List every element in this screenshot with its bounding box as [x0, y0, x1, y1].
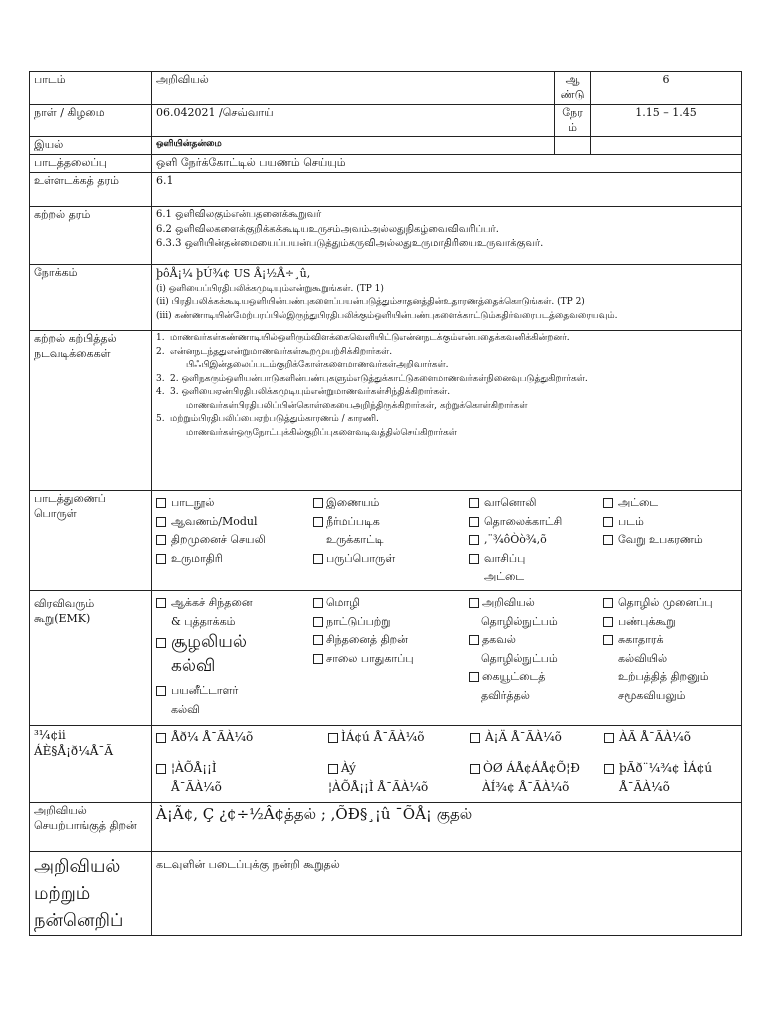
map-label: ÀÃ Å¯ÃÀ¼õ [619, 730, 691, 745]
emk-label-text: ஆக்கச் சிந்தனை [171, 596, 253, 610]
emk-option[interactable] [156, 594, 311, 612]
activity-item [156, 373, 737, 387]
map-label-continued: ÀÍ¾¢ Å¯ÃÀ¼õ [482, 779, 570, 794]
emk-label-text: தொழில் முனைப்பு [618, 596, 713, 610]
field-row [30, 137, 742, 155]
emk-label-continued: கல்வி [171, 656, 216, 677]
checkbox-icon[interactable] [313, 635, 323, 645]
emk-row [30, 591, 742, 726]
emk-label-text: சூழலியல் [171, 632, 247, 653]
material-option[interactable] [469, 531, 601, 549]
learning-standard-item: 6.2 ஒளிவிலகளைக்குறிக்கக்கூடியஉருசம்அவம்அல்லதுநிகழ்வைவிவரிப்பர். [156, 223, 499, 235]
checkbox-icon[interactable] [604, 764, 614, 774]
materials-col-4 [603, 494, 737, 587]
field-label: இயல் [30, 137, 152, 155]
material-option[interactable] [313, 494, 467, 512]
material-label: திறமுனைச் செயலி [171, 533, 266, 547]
checkbox-icon[interactable] [313, 517, 323, 527]
material-option[interactable] [156, 550, 311, 568]
checkbox-icon[interactable] [156, 764, 166, 774]
time-label: நேரம் [555, 104, 591, 137]
checkbox-icon[interactable] [156, 733, 166, 743]
map-option[interactable] [470, 760, 602, 777]
material-label: உருமாதிரி [171, 551, 223, 565]
emk-label-text: பண்புக்கூறு [618, 614, 676, 628]
materials-label: பாடத்துணைப் பொருள் [30, 491, 152, 591]
emk-option[interactable] [313, 594, 467, 612]
activity-item [156, 332, 737, 346]
checkbox-icon[interactable] [469, 498, 479, 508]
subject-label: பாடம் [30, 72, 152, 105]
emk-col-2 [313, 594, 469, 719]
checkbox-icon[interactable] [603, 535, 613, 545]
emk-label-text: சாலை பாதுகாப்பு [326, 651, 414, 665]
topic-row [30, 155, 742, 173]
checkbox-icon[interactable] [156, 517, 166, 527]
objective-item: (i) ஒளியைப்பிரதிபலிக்கமுடியும்என்றுகூறுங்கள். (TP 1) [156, 283, 384, 294]
map-label-continued: Å¯ÃÀ¼õ [619, 779, 670, 794]
emk-label-text: தகவல் [482, 633, 516, 647]
emk-option[interactable] [469, 594, 601, 612]
activity-item: மாணவர்கள்ஒருநோட்புக்கில்குறிப்புகளைவடிவத்தில்செய்கிறார்கள் [186, 427, 457, 438]
thinking-map-col-2 [328, 729, 470, 797]
checkbox-icon[interactable] [313, 617, 323, 627]
material-label: பருப்பொருள் [326, 551, 396, 565]
emk-label-continued: உற்பத்தித் திறனும் [618, 670, 709, 684]
activities-row [30, 331, 742, 491]
map-option[interactable] [604, 760, 735, 777]
objective-item: (iii) கண்ணாடியின்மேற்பரப்பில்இருந்துபிரதிபலிக்கும்ஒளியின்பண்புகளைக்காட்டும்கதிர்வரைபடத்தைவரையவும். [156, 310, 618, 321]
material-label: வாசிப்பு [484, 551, 526, 565]
checkbox-icon[interactable] [156, 498, 166, 508]
emk-label-text: மொழி [326, 596, 360, 610]
science-skill-label: அறிவியல் செயற்பாங்குத் திறன் [30, 803, 152, 852]
map-label-continued: Å¯ÃÀ¼õ [171, 779, 222, 794]
materials-col-1 [156, 494, 313, 587]
emk-label-text: சுகாதாரக் [618, 633, 664, 647]
activity-item [156, 386, 737, 400]
map-option[interactable] [328, 760, 468, 777]
checkbox-icon[interactable] [328, 733, 338, 743]
material-label: இணையம் [326, 496, 380, 510]
checkbox-icon[interactable] [156, 598, 166, 608]
activities-list [152, 331, 742, 491]
map-label: Àý [341, 761, 356, 776]
objective-content [152, 265, 742, 331]
materials-col-3 [469, 494, 603, 587]
thinking-map-label-line: ÁÈ§Å¡ð¼Å¯Ã [34, 744, 114, 759]
checkbox-icon[interactable] [603, 498, 613, 508]
emk-col-1 [156, 594, 313, 719]
checkbox-icon[interactable] [156, 686, 166, 696]
checkbox-icon[interactable] [603, 617, 613, 627]
material-label: ,¨¾ôÒò¾,õ [484, 533, 547, 547]
activity-text: என்னநடந்ததுஎன்றுமாணவர்கள்கூறமுயற்சிக்கிறார்கள். [170, 346, 393, 357]
checkbox-icon[interactable] [603, 517, 613, 527]
time-value: 1.15 – 1.45 [591, 104, 742, 137]
material-label-continued: அட்டை [484, 570, 525, 584]
activity-text: மாணவர்கள்கண்ணாடியில்ஒளிரும்விளக்கைவெளியிட்டுஎன்னநடக்கும்என்பதைக்கவனிக்கின்றனர். [170, 333, 570, 344]
activities-label: கற்றல் கற்பித்தல் நடவடிக்கைகள் [30, 331, 152, 491]
subject-row [30, 72, 742, 105]
checkbox-icon[interactable] [313, 654, 323, 664]
date-value: 06.042021 /செவ்வாய் [152, 104, 555, 137]
activity-number: 4. [156, 387, 165, 398]
material-option[interactable] [603, 531, 735, 549]
emk-grid [152, 591, 742, 726]
values-label-line: மற்றும் [34, 883, 91, 905]
science-skill-row [30, 803, 742, 852]
emk-option[interactable] [156, 682, 311, 700]
thinking-map-col-1 [156, 729, 328, 797]
subject-value: அறிவியல் [152, 72, 555, 105]
checkbox-icon[interactable] [604, 733, 614, 743]
checkbox-icon[interactable] [469, 554, 479, 564]
map-option[interactable] [604, 729, 735, 746]
emk-label-continued: & புத்தாக்கம் [171, 614, 236, 628]
year-label: ஆண்டு [555, 72, 591, 105]
emk-label-text: அறிவியல் [482, 596, 535, 610]
checkbox-icon[interactable] [469, 598, 479, 608]
emk-label-text: சிந்தனைத் திறன் [326, 633, 408, 647]
thinking-map-label [30, 726, 152, 803]
emk-label-text: பயனீட்டாளர் [171, 684, 239, 698]
lesson-plan-table [29, 71, 742, 936]
emk-label-text: கையூட்டைத் [482, 670, 546, 684]
checkbox-icon[interactable] [156, 554, 166, 564]
emk-option[interactable] [469, 631, 601, 649]
topic-label: பாடத்தலைப்பு [30, 155, 152, 173]
activity-text: 2. ஒளிநகரும்ஒளியன்பாடுகளின்பண்புகளும்எடுத்துக்காட்டுகளைமாணவர்கள்நினைவுபடுத்துகிறார்கள். [170, 373, 588, 384]
thinking-map-grid [152, 726, 742, 803]
checkbox-icon[interactable] [470, 733, 480, 743]
activity-item: மாணவர்கள்பிரதிபலிப்பின்கொள்கையைஅறிந்திருக்கிறார்கள், கற்றுக்கொள்கிறார்கள் [186, 400, 528, 411]
content-value: 6.1 [152, 173, 742, 207]
thinking-map-col-3 [470, 729, 604, 797]
thinking-map-col-4 [604, 729, 737, 797]
map-option[interactable] [470, 729, 602, 746]
learning-standard-item: 6.3.3 ஒளியின்தன்மையைப்பயன்படுத்தும்கருவிஅல்லதுஉருமாதிரியைஉருவாக்குவர். [156, 238, 544, 250]
emk-col-3 [469, 594, 603, 719]
year-value: 6 [591, 72, 742, 105]
emk-label: விரவிவரும் கூறு(EMK) [30, 591, 152, 726]
activity-number: 1. [156, 333, 165, 344]
materials-col-2 [313, 494, 469, 587]
activity-number: 3. [156, 373, 165, 384]
checkbox-icon[interactable] [603, 598, 613, 608]
values-row [30, 852, 742, 936]
checkbox-icon[interactable] [603, 635, 613, 645]
emk-option[interactable] [603, 631, 735, 649]
checkbox-icon[interactable] [313, 498, 323, 508]
activity-item [156, 346, 737, 360]
emk-option[interactable] [603, 594, 735, 612]
material-label: வேறு உபகரணம் [618, 533, 703, 547]
values-label [30, 852, 152, 936]
checkbox-icon[interactable] [156, 638, 166, 648]
materials-row [30, 491, 742, 591]
values-label-line: நன்னெறிப் [34, 910, 124, 932]
emk-option[interactable] [313, 631, 467, 649]
map-label: ¦ÀÕÅ¡¡Ì [171, 761, 217, 776]
date-label: நாள் / கிழமை [30, 104, 152, 137]
objective-label: நோக்கம் [30, 265, 152, 331]
material-option[interactable] [603, 494, 735, 512]
material-label: ஆவணம்/Modul [171, 514, 258, 528]
map-label: ÌÁ¢ú Å¯ÃÀ¼õ [341, 730, 425, 745]
field-value: ஒளியின்தன்மை [152, 137, 555, 155]
material-label: வானொலி [484, 496, 537, 510]
material-option[interactable] [313, 550, 467, 568]
objective-row [30, 265, 742, 331]
material-label: பாடநூல் [171, 496, 215, 510]
checkbox-icon[interactable] [469, 672, 479, 682]
emk-label-continued: தவிர்த்தல் [481, 689, 530, 702]
map-label: À¡Ä Å¯ÃÀ¼õ [485, 730, 562, 745]
objective-item: (ii) பிரதிபலிக்கக்கூடியஒளியின்பண்புகளைப்பயன்படுத்தும்சாதனத்தின்உதாரணத்தைக்கொடுங்கள். (TP 2) [156, 297, 585, 308]
checkbox-icon[interactable] [470, 764, 480, 774]
material-label-continued: உருக்காட்டி [326, 533, 384, 547]
checkbox-icon[interactable] [328, 764, 338, 774]
activity-item: பிஃபிஇன்தலைப்படம்குறிக்கோள்களைமாணவர்கள்அறிவார்கள். [186, 360, 449, 371]
content-row [30, 173, 742, 207]
emk-label-text: நாட்டுப்பற்று [326, 614, 391, 628]
activity-number: 2. [156, 346, 165, 357]
activity-number: 5. [156, 414, 165, 425]
emk-option[interactable] [156, 631, 311, 654]
values-value: கடவுளின் படைப்புக்கு நன்றி கூறுதல் [152, 852, 742, 936]
map-label-continued: ¦ÀÕÅ¡¡Ì Å¯ÃÀ¼õ [328, 779, 429, 794]
material-option[interactable] [156, 531, 311, 549]
emk-option[interactable] [313, 613, 467, 631]
material-option[interactable] [469, 494, 601, 512]
checkbox-icon[interactable] [313, 554, 323, 564]
material-option[interactable] [469, 513, 601, 531]
material-option[interactable] [156, 494, 311, 512]
learning-standard-row [30, 207, 742, 265]
learning-standard-label: கற்றல் தரம் [30, 207, 152, 265]
activity-text: மற்றும்பிரதிபலிப்பைஏற்படுத்தும்காரணம் / காரணி. [170, 414, 379, 425]
science-skill-value: À¡Ã¢, Ç ¿¢÷½Â¢த்தல் ; ,ÕÐ§¸¡û ¯ÕÅ¡ குதல் [152, 803, 742, 852]
emk-label-continued: கல்வியில் [618, 651, 668, 665]
checkbox-icon[interactable] [469, 635, 479, 645]
material-option[interactable] [603, 513, 735, 531]
checkbox-icon[interactable] [313, 598, 323, 608]
checkbox-icon[interactable] [469, 517, 479, 527]
date-row [30, 104, 742, 137]
field-empty-2 [591, 137, 742, 155]
emk-option[interactable] [603, 613, 735, 631]
material-option[interactable] [313, 513, 467, 531]
content-label: உள்ளடக்கத் தரம் [30, 173, 152, 207]
emk-col-4 [603, 594, 737, 719]
field-empty-1 [555, 137, 591, 155]
material-label: அட்டை [618, 496, 659, 510]
material-option[interactable] [469, 550, 601, 568]
emk-label-continued: தொழில்நுட்பம் [481, 651, 558, 665]
checkbox-icon[interactable] [156, 535, 166, 545]
checkbox-icon[interactable] [469, 535, 479, 545]
material-label: தொலைக்காட்சி [484, 514, 563, 528]
material-label: நீர்மப்படிக [326, 514, 380, 528]
values-label-line: அறிவியல் [34, 856, 121, 878]
learning-standard-item: 6.1 ஒளிவிலகும்என்பதனைக்கூறுவர் [156, 209, 322, 221]
thinking-map-row [30, 726, 742, 803]
activity-text: 3. ஒளியைஏன்பிரதிபலிக்கமுடியும்என்றுமாணவர்கள்சிந்திக்கிறார்கள். [170, 387, 451, 398]
topic-value: ஒளி நேர்க்கோட்டில் பயணம் செய்யும் [152, 155, 742, 173]
map-option[interactable] [156, 729, 326, 746]
thinking-map-label-line: ³¼¢ii [34, 728, 66, 743]
material-option[interactable] [156, 513, 311, 531]
emk-label-continued: சமூகவியலும் [618, 689, 686, 702]
learning-standard-list [152, 207, 742, 265]
map-option[interactable] [328, 729, 468, 746]
emk-option[interactable] [469, 668, 601, 686]
map-label: ÒØ ÁÅ¢ÁÅ¢Õ¦Ð [483, 761, 580, 776]
map-option[interactable] [156, 760, 326, 777]
activity-item [156, 413, 737, 427]
emk-option[interactable] [313, 650, 467, 668]
materials-grid [152, 491, 742, 591]
map-label: þÃð¨¼¾¢ ÌÁ¢ú [619, 761, 713, 776]
emk-label-continued: தொழில்நுட்பம் [481, 614, 558, 628]
objective-intro: þôÅ¡¼ þÚ¾¢ US Å¡½Å÷¸û, [156, 267, 311, 281]
map-label: Åð¼ Å¯ÃÀ¼õ [171, 730, 254, 745]
material-label: படம் [618, 514, 644, 528]
emk-label-continued: கல்வி [171, 702, 200, 716]
